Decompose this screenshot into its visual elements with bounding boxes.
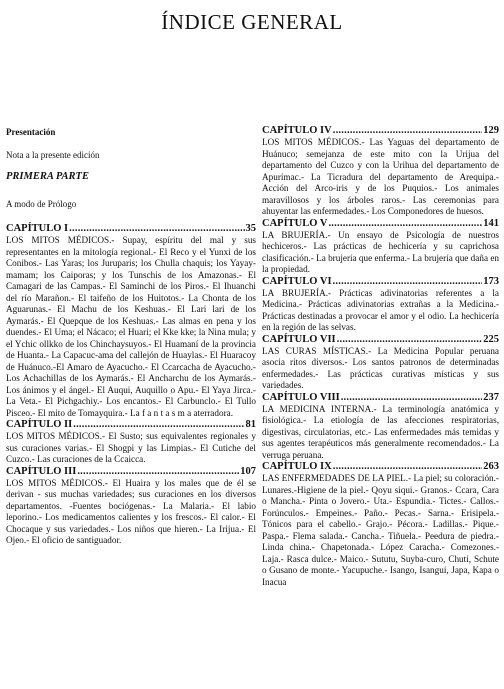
chapter-page-number: 129 xyxy=(483,125,499,136)
chapter-heading[interactable] xyxy=(262,218,499,230)
chapter-3 xyxy=(6,466,256,547)
chapter-9 xyxy=(262,461,499,588)
dot-leader xyxy=(333,125,483,137)
chapter-label: CAPÍTULO VI xyxy=(262,275,332,287)
dot-leader xyxy=(341,392,483,404)
dot-leader xyxy=(69,223,244,235)
toc-entry-prologo[interactable]: A modo de Prólogo xyxy=(6,198,77,209)
chapter-6 xyxy=(262,276,499,334)
chapter-heading[interactable] xyxy=(262,392,499,404)
chapter-heading[interactable] xyxy=(6,419,256,431)
chapter-page-number: 173 xyxy=(483,275,499,287)
part-heading: PRIMERA PARTE xyxy=(6,171,89,182)
chapter-heading[interactable] xyxy=(6,466,256,478)
chapter-1 xyxy=(6,223,256,419)
chapter-description: LA MEDICINA INTERNA.- La terminología anatómica y fisiológica.- La etiología de las afecciones respiratorias, digestivas, circulatorias, etc.- Las enfermedades más temidas y sus agentes terapéuticos más generalmente recomendados.- La verruga peruana. xyxy=(262,403,499,460)
chapter-label: CAPÍTULO I xyxy=(6,223,69,234)
chapter-description: LAS ENFERMEDADES DE LA PIEL.- La piel; su coloración.- Lunares.-Higiene de la piel.- Qoyu siqui.- Granos.- Ccara, Cara o Mancha.- Pinta o Jovero.- Uta.- Espundia.- Tictes.- Callos.- Forúnculos.- Empeines.- Paño.- Pecas.- Sarna.- Erisipela.- Tónicos para el cabello.- Grajo.- Pécora.- Ladillas.- Pique.- Paspa.- Flema salada.- Cancha.- Tiñuela.- Peedura de piedra.- Linda china.- Chapetonada.- López Caracha.- Comezones.- Laja.- Rasca dulce.- Maico.- Sututu, Suyba-curo, Chuti, Schute o Gusano de monte.- Yacupuche.- Isango, Isangui, Japa, Kapa o Inacua xyxy=(262,473,499,587)
chapter-label: CAPÍTULO V xyxy=(262,217,328,229)
chapter-page-number: 263 xyxy=(483,461,499,472)
dot-leader xyxy=(328,218,482,230)
chapter-page-number: 81 xyxy=(245,419,256,430)
chapter-2 xyxy=(6,419,256,466)
dot-leader xyxy=(333,461,483,473)
chapter-heading[interactable] xyxy=(262,334,499,346)
chapter-heading[interactable] xyxy=(262,276,499,288)
chapter-description: LOS MITOS MÉDICOS.- Supay, espíritu del mal y sus representantes en la mitología regional.- El Reco y el Yunxi de los Conibos.- Las Yaras; los Juruparis; los Chulla chaquis; los Yayay-mamam; los Caiporas; y los Tunschis de los Amazonas.- El Camagari de las Campas.- El Saminchi de los Piros.- El Ihuanchi del río Marañon.- El taifeño de los Huitotos.- La Chonta de los Aguarunas.- El Machu de los Keshuas.- El Lari lari de los Aymarás.- El Quepque de los Keshuas.- Las almas en pena y los duendes.- El Uma; el Nácaco; el Huari; el Kke kke; la Nina mula; y el Ychic ollkko de los Chinchaysuyos.- El Huamaní de la provincia de Huanta.- La Capacuc-ama del callejón de Huaylas.- El Huaracoy de Huánuco.-El Amaro de Ayacucho.- El Ccarcacha de Ayacucho.- Los Achachillas de los Aymarás.- El Ancharchu de los Aymarás.- Los ánimos y el ángel.- El Auqui, Auquillo o Apu.- El Yaya Jirca.- La Veta.- El Pichgachiy.- Los encantos.- El Carbunclo.- El Tullo Pisceo.- El mito de Tomayquira.- La f a n t a s m a aterradora. xyxy=(6,235,256,418)
right-column xyxy=(262,125,499,588)
chapter-heading[interactable] xyxy=(6,223,256,235)
chapter-description: LAS CURAS MÍSTICAS.- La Medicina Popular peruana asocia ritos diversos.- Los santos patronos de determinadas enfermedades.- Las prácticas curativas místicas y sus variedades. xyxy=(262,345,499,390)
chapter-page-number: 225 xyxy=(483,333,499,345)
chapter-label: CAPÍTULO II xyxy=(6,419,73,430)
chapter-7 xyxy=(262,334,499,392)
chapter-heading[interactable] xyxy=(262,125,499,137)
chapter-label: CAPÍTULO IX xyxy=(262,461,332,472)
chapter-description: LOS MITOS MÉDICOS.- Las Yaguas del departamento de Huánuco; semejanza de este mito con la Urijua del departamento del Cuzco y con la Urihua del departamento de Apurímac.- La Ticradura del departamento de Arequipa.- Acción del Arco-iris y de los Puquios.- Los animales maravillosos y los árboles raros.- Las ceremonias para ahuyentar las enfermedades.- Los Componedores de huesos. xyxy=(262,137,499,216)
page-title: ÍNDICE GENERAL xyxy=(161,10,343,34)
toc-entry-presentacion[interactable]: Presentación xyxy=(6,127,56,137)
dot-leader xyxy=(333,276,483,288)
chapter-5 xyxy=(262,218,499,276)
chapter-page-number: 35 xyxy=(245,223,256,234)
chapter-label: CAPÍTULO VII xyxy=(262,333,336,345)
left-column xyxy=(6,125,256,547)
chapter-description: LA BRUJERÍA.- Prácticas adivinatorias referentes a la Medicina.- Prácticas adivinatorias extrañas a la Medicina.- Prácticas destinadas a provocar el amor y el odio. La hechicería en la región de las selvas. xyxy=(262,287,499,332)
toc-entry-nota[interactable]: Nota a la presente edición xyxy=(6,149,100,160)
chapter-label: CAPÍTULO IV xyxy=(262,125,332,136)
chapter-page-number: 237 xyxy=(483,391,499,403)
chapter-description: LOS MITOS MÉDICOS.- El Susto; sus equivalentes regionales y sus curaciones varias.- El Shogpi y las Limpias.- El Cutiche del Cuzco.- Las curaciones de la Ccaicca. xyxy=(6,431,256,464)
chapter-page-number: 107 xyxy=(240,465,256,477)
chapter-label: CAPÍTULO III xyxy=(6,465,77,477)
chapter-description: LOS MITOS MÉDICOS.- El Huaira y los males que de él se derivan - sus muchas variedades; sus curaciones en los diversos departamentos. -Fuentes bociógenas.- La Malaria.- El labio leporino.- Los medicamentos calientes y los frescos.- El calor.- El Chocaque y sus variedades.- Los niños que hieren.- La Irijua.- El Ojeo.- El oficio de santiguador. xyxy=(6,477,256,545)
chapter-heading[interactable] xyxy=(262,461,499,473)
dot-leader xyxy=(337,334,483,346)
chapter-4 xyxy=(262,125,499,218)
dot-leader xyxy=(73,419,244,431)
dot-leader xyxy=(77,466,239,478)
chapter-8 xyxy=(262,392,499,462)
chapter-description: LA BRUJERÍA.- Un ensayo de Psicología de nuestros hechiceros.- Las prácticas de hechicería y su caprichosa clasificación.- La brujería que enferma.- La brujería que daña en la propiedad. xyxy=(262,229,499,274)
chapter-page-number: 141 xyxy=(483,217,499,229)
chapter-label: CAPÍTULO VIII xyxy=(262,391,340,403)
